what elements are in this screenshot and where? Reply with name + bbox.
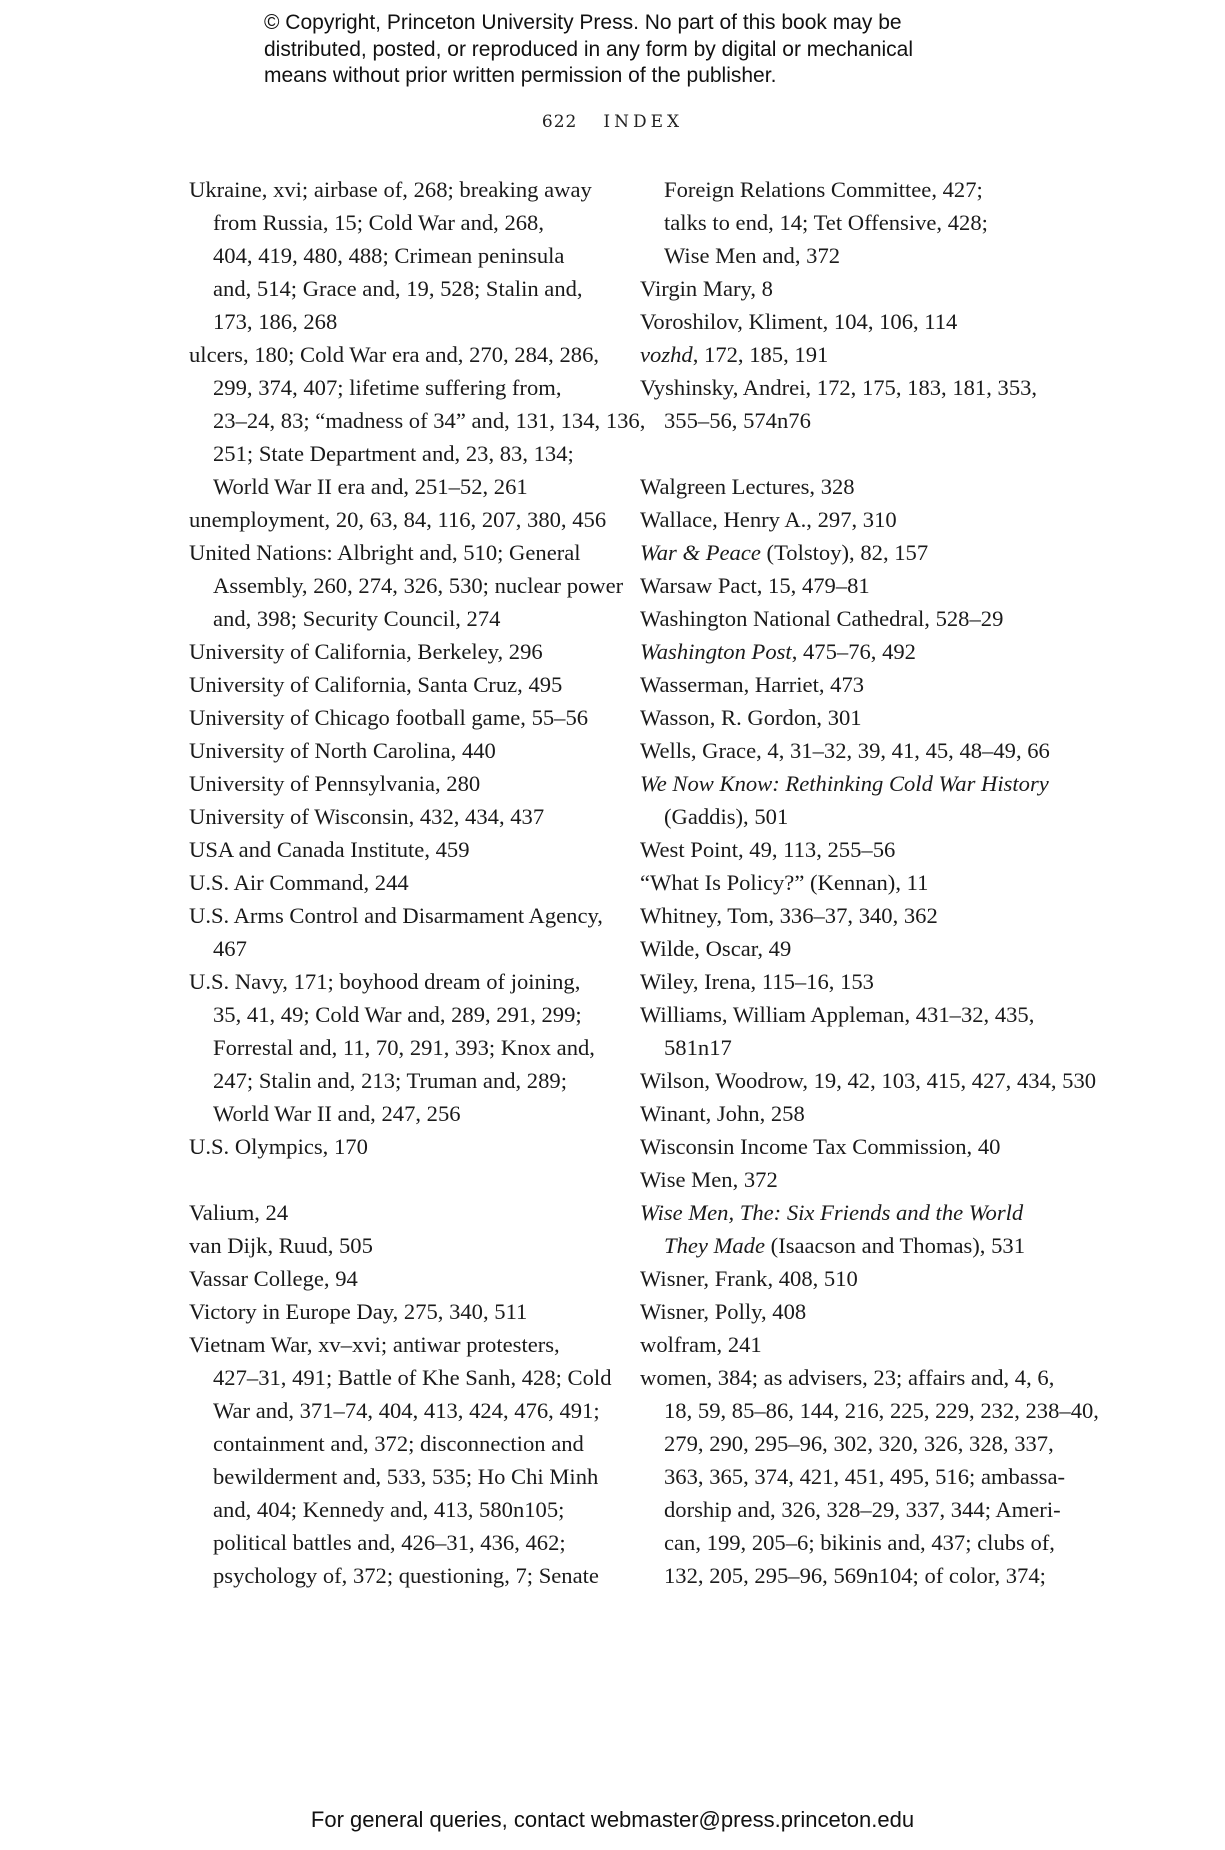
index-entry bbox=[640, 1163, 1070, 1196]
index-entry bbox=[640, 965, 1070, 998]
index-entry-line: wolfram, 241 bbox=[640, 1332, 762, 1357]
index-entry-line: Wisner, Polly, 408 bbox=[640, 1299, 807, 1324]
index-entry-line: Valium, 24 bbox=[189, 1200, 289, 1225]
index-entry bbox=[189, 536, 624, 635]
index-entry-line: War & Peace (Tolstoy), 82, 157 bbox=[640, 540, 929, 565]
index-entry-line: (Gaddis), 501 bbox=[664, 804, 789, 829]
index-entry bbox=[640, 470, 1070, 503]
index-column-right bbox=[640, 173, 1099, 1592]
index-entry-line: 251; State Department and, 23, 83, 134; bbox=[213, 441, 574, 466]
index-entry-line: from Russia, 15; Cold War and, 268, bbox=[213, 210, 544, 235]
index-entry bbox=[640, 1064, 1097, 1097]
index-entry bbox=[189, 1196, 619, 1229]
index-entry-line: Winant, John, 258 bbox=[640, 1101, 805, 1126]
index-entry-line: Wisconsin Income Tax Commission, 40 bbox=[640, 1134, 1001, 1159]
index-entry bbox=[640, 1097, 1070, 1130]
index-entry-line: U.S. Olympics, 170 bbox=[189, 1134, 368, 1159]
index-entry-line: Assembly, 260, 274, 326, 530; nuclear power bbox=[213, 573, 624, 598]
index-entry bbox=[189, 833, 619, 866]
index-entry bbox=[189, 734, 619, 767]
index-entry bbox=[189, 338, 646, 503]
index-entry-line: and, 398; Security Council, 274 bbox=[213, 606, 501, 631]
index-entry bbox=[640, 338, 1070, 371]
index-entry bbox=[640, 1262, 1070, 1295]
index-entry bbox=[640, 1130, 1070, 1163]
index-entry-line: Victory in Europe Day, 275, 340, 511 bbox=[189, 1299, 528, 1324]
index-entry-line: Wise Men, The: Six Friends and the World bbox=[640, 1200, 1024, 1225]
index-column-left bbox=[189, 173, 646, 1592]
index-entry-line: Washington National Cathedral, 528–29 bbox=[640, 606, 1004, 631]
page-number: 622 bbox=[541, 112, 578, 132]
index-entry-line: Warsaw Pact, 15, 479–81 bbox=[640, 573, 870, 598]
index-entry bbox=[640, 536, 1070, 569]
index-entry bbox=[640, 635, 1070, 668]
index-entry-line: Wisner, Frank, 408, 510 bbox=[640, 1266, 858, 1291]
index-entry bbox=[640, 767, 1070, 833]
index-entry-line: 132, 205, 295–96, 569n104; of color, 374; bbox=[664, 1563, 1046, 1588]
index-entry-line: University of Pennsylvania, 280 bbox=[189, 771, 481, 796]
section-gap bbox=[189, 1163, 619, 1196]
index-entry-line: Wise Men and, 372 bbox=[664, 243, 841, 268]
index-entry-line: Forrestal and, 11, 70, 291, 393; Knox and, bbox=[213, 1035, 595, 1060]
index-entry bbox=[640, 272, 1070, 305]
index-entry bbox=[189, 668, 619, 701]
index-entry bbox=[189, 800, 619, 833]
index-entry-line: They Made (Isaacson and Thomas), 531 bbox=[664, 1233, 1025, 1258]
index-entry bbox=[640, 371, 1070, 437]
index-entry-line: 355–56, 574n76 bbox=[664, 408, 811, 433]
index-entry-line: U.S. Arms Control and Disarmament Agency, bbox=[189, 903, 603, 928]
copyright-line: means without prior written permission of the publisher. bbox=[264, 64, 777, 87]
index-entry-line: Voroshilov, Kliment, 104, 106, 114 bbox=[640, 309, 958, 334]
index-entry-line: University of California, Berkeley, 296 bbox=[189, 639, 543, 664]
index-entry-line: U.S. Air Command, 244 bbox=[189, 870, 409, 895]
index-entry bbox=[640, 305, 1070, 338]
index-entry bbox=[640, 503, 1070, 536]
index-entry-line: and, 514; Grace and, 19, 528; Stalin and, bbox=[213, 276, 583, 301]
running-head bbox=[0, 112, 1225, 132]
footer-contact: For general queries, contact webmaster@press.princeton.edu bbox=[310, 1807, 915, 1832]
index-entry-line: 299, 374, 407; lifetime suffering from, bbox=[213, 375, 562, 400]
index-entry-line: University of North Carolina, 440 bbox=[189, 738, 496, 763]
index-entry-line: University of California, Santa Cruz, 495 bbox=[189, 672, 563, 697]
copyright-notice bbox=[264, 10, 1024, 90]
index-entry bbox=[640, 668, 1070, 701]
index-entry bbox=[189, 635, 619, 668]
index-entry bbox=[189, 1229, 619, 1262]
index-entry-line: Wells, Grace, 4, 31–32, 39, 41, 45, 48–49, 66 bbox=[640, 738, 1050, 763]
index-entry-line: Whitney, Tom, 336–37, 340, 362 bbox=[640, 903, 938, 928]
index-entry-line: van Dijk, Ruud, 505 bbox=[189, 1233, 373, 1258]
index-entry bbox=[640, 569, 1070, 602]
index-entry bbox=[640, 173, 1070, 272]
index-entry-line: 35, 41, 49; Cold War and, 289, 291, 299; bbox=[213, 1002, 582, 1027]
index-entry bbox=[640, 833, 1070, 866]
index-entry-line: psychology of, 372; questioning, 7; Senate bbox=[213, 1563, 599, 1588]
index-entry-line: University of Wisconsin, 432, 434, 437 bbox=[189, 804, 545, 829]
index-entry bbox=[640, 1361, 1099, 1592]
index-entry-line: and, 404; Kennedy and, 413, 580n105; bbox=[213, 1497, 565, 1522]
index-entry-line: War and, 371–74, 404, 413, 424, 476, 491; bbox=[213, 1398, 600, 1423]
index-entry bbox=[640, 1295, 1070, 1328]
index-entry-line: Virgin Mary, 8 bbox=[640, 276, 773, 301]
index-entry bbox=[189, 1328, 619, 1592]
index-entry-line: Wise Men, 372 bbox=[640, 1167, 778, 1192]
index-entry-line: Wallace, Henry A., 297, 310 bbox=[640, 507, 897, 532]
index-entry-line: Ukraine, xvi; airbase of, 268; breaking away bbox=[189, 177, 592, 202]
index-entry-line: Williams, William Appleman, 431–32, 435, bbox=[640, 1002, 1035, 1027]
index-entry bbox=[189, 701, 619, 734]
index-entry bbox=[640, 1196, 1070, 1262]
index-entry bbox=[640, 734, 1070, 767]
index-entry-line: West Point, 49, 113, 255–56 bbox=[640, 837, 896, 862]
index-entry-line: 363, 365, 374, 421, 451, 495, 516; ambassa- bbox=[664, 1464, 1066, 1489]
index-entry-line: “What Is Policy?” (Kennan), 11 bbox=[640, 870, 929, 895]
index-entry bbox=[640, 602, 1070, 635]
index-entry-line: Wasson, R. Gordon, 301 bbox=[640, 705, 862, 730]
index-entry-line: dorship and, 326, 328–29, 337, 344; Ameri- bbox=[664, 1497, 1061, 1522]
copyright-line: © Copyright, Princeton University Press. No part of this book may be bbox=[264, 11, 902, 34]
index-entry-line: Vyshinsky, Andrei, 172, 175, 183, 181, 353, bbox=[640, 375, 1038, 400]
index-entry-line: 18, 59, 85–86, 144, 216, 225, 229, 232, 238–40, bbox=[664, 1398, 1099, 1423]
index-entry-line: We Now Know: Rethinking Cold War History bbox=[640, 771, 1049, 796]
index-entry-line: World War II and, 247, 256 bbox=[213, 1101, 461, 1126]
index-entry bbox=[189, 767, 619, 800]
index-entry-line: unemployment, 20, 63, 84, 116, 207, 380, 456 bbox=[189, 507, 607, 532]
index-entry bbox=[640, 899, 1070, 932]
index-entry bbox=[189, 965, 619, 1130]
section-gap bbox=[640, 437, 1070, 470]
index-entry-line: women, 384; as advisers, 23; affairs and, 4, 6, bbox=[640, 1365, 1055, 1390]
index-entry bbox=[189, 173, 619, 338]
index-entry-line: USA and Canada Institute, 459 bbox=[189, 837, 470, 862]
section-title: INDEX bbox=[603, 112, 684, 132]
index-entry bbox=[640, 866, 1070, 899]
index-entry-line: 581n17 bbox=[664, 1035, 732, 1060]
index-entry-line: University of Chicago football game, 55–56 bbox=[189, 705, 589, 730]
index-entry-line: Wilson, Woodrow, 19, 42, 103, 415, 427, 434, 530 bbox=[640, 1068, 1097, 1093]
index-entry-line: Wasserman, Harriet, 473 bbox=[640, 672, 865, 697]
index-entry bbox=[189, 1295, 619, 1328]
index-entry bbox=[640, 998, 1070, 1064]
index-entry-line: World War II era and, 251–52, 261 bbox=[213, 474, 528, 499]
index-entry-line: 404, 419, 480, 488; Crimean peninsula bbox=[213, 243, 565, 268]
index-entry-line: 173, 186, 268 bbox=[213, 309, 338, 334]
index-entry-line: 23–24, 83; “madness of 34” and, 131, 134, 136, bbox=[213, 408, 646, 433]
index-entry bbox=[189, 866, 619, 899]
index-entry-line: U.S. Navy, 171; boyhood dream of joining, bbox=[189, 969, 581, 994]
index-entry bbox=[189, 899, 619, 965]
index-entry-line: Wiley, Irena, 115–16, 153 bbox=[640, 969, 874, 994]
index-entry-line: Vietnam War, xv–xvi; antiwar protesters, bbox=[189, 1332, 560, 1357]
index-entry-line: bewilderment and, 533, 535; Ho Chi Minh bbox=[213, 1464, 599, 1489]
index-entry bbox=[189, 1130, 619, 1163]
copyright-line: distributed, posted, or reproduced in any form by digital or mechanical bbox=[264, 37, 914, 61]
index-entry bbox=[189, 1262, 619, 1295]
index-entry-line: containment and, 372; disconnection and bbox=[213, 1431, 584, 1456]
index-entry bbox=[640, 701, 1070, 734]
index-entry-line: 427–31, 491; Battle of Khe Sanh, 428; Cold bbox=[213, 1365, 612, 1390]
index-entry-line: vozhd, 172, 185, 191 bbox=[640, 342, 829, 367]
index-entry bbox=[640, 932, 1070, 965]
index-entry bbox=[189, 503, 619, 536]
index-entry-line: talks to end, 14; Tet Offensive, 428; bbox=[664, 210, 988, 235]
index-entry bbox=[640, 1328, 1070, 1361]
index-entry-line: Washington Post, 475–76, 492 bbox=[640, 639, 916, 664]
index-entry-line: 247; Stalin and, 213; Truman and, 289; bbox=[213, 1068, 567, 1093]
index-entry-line: ulcers, 180; Cold War era and, 270, 284, 286, bbox=[189, 342, 600, 367]
index-entry-line: Walgreen Lectures, 328 bbox=[640, 474, 855, 499]
index-entry-line: 467 bbox=[213, 936, 247, 961]
index-entry-line: Vassar College, 94 bbox=[189, 1266, 358, 1291]
index-entry-line: political battles and, 426–31, 436, 462; bbox=[213, 1530, 566, 1555]
index-entry-line: Wilde, Oscar, 49 bbox=[640, 936, 792, 961]
index-entry-line: 279, 290, 295–96, 302, 320, 326, 328, 337, bbox=[664, 1431, 1054, 1456]
index-entry-line: United Nations: Albright and, 510; General bbox=[189, 540, 581, 565]
index-entry-line: Foreign Relations Committee, 427; bbox=[664, 177, 983, 202]
index-entry-line: can, 199, 205–6; bikinis and, 437; clubs of, bbox=[664, 1530, 1055, 1555]
